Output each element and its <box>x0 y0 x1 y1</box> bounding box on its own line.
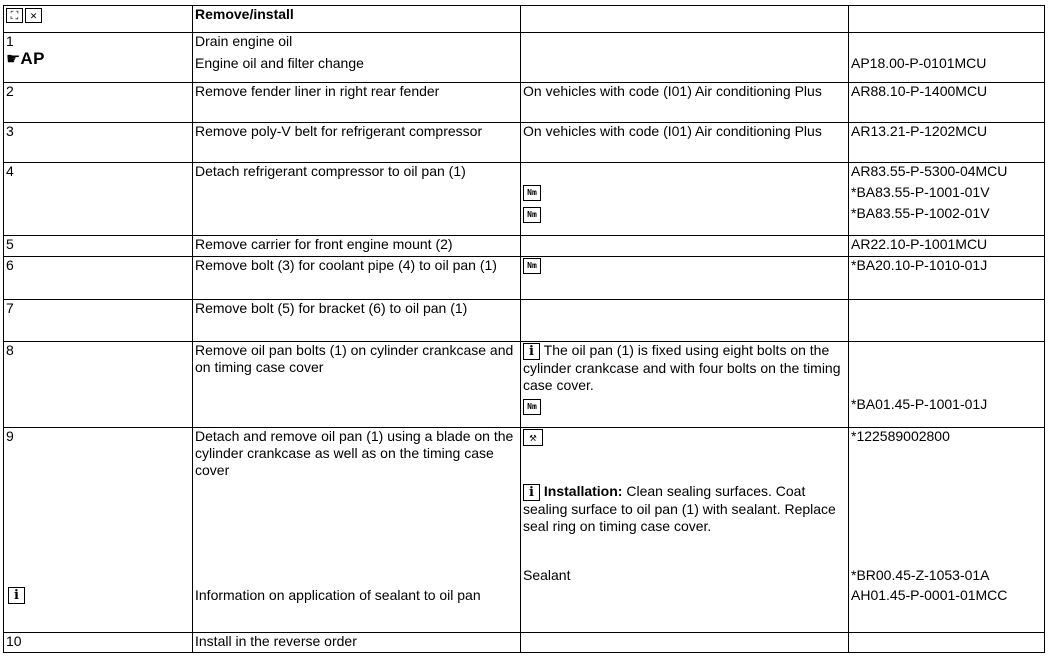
step-action: Remove carrier for front engine mount (2) <box>195 236 453 252</box>
installation-label: Installation: <box>543 483 623 499</box>
step-reference[interactable]: AP18.00-P-0101MCU <box>851 55 987 71</box>
step-number: 7 <box>6 300 14 316</box>
step-reference[interactable]: AR13.21-P-1202MCU <box>851 123 988 139</box>
info-reference[interactable]: AH01.45-P-0001-01MCC <box>851 587 1008 603</box>
ap-marker[interactable]: ☛AP <box>6 49 45 68</box>
step-action: Detach refrigerant compressor to oil pan (1) <box>195 163 466 179</box>
table-row <box>4 300 1045 342</box>
step-number: 5 <box>6 236 14 252</box>
header-title: Remove/install <box>193 6 521 33</box>
step-action: Remove bolt (5) for bracket (6) to oil pan (1) <box>195 300 468 316</box>
sealant-label: Sealant <box>523 567 571 583</box>
step-reference[interactable]: AR22.10-P-1001MCU <box>851 236 988 252</box>
step-action: Remove bolt (3) for coolant pipe (4) to oil pan (1) <box>195 257 497 273</box>
torque-icon[interactable]: Nm <box>523 185 541 201</box>
info-icon[interactable]: i <box>8 587 25 604</box>
step-action: Remove fender liner in right rear fender <box>195 83 440 99</box>
table-row <box>4 123 1045 163</box>
header-icons-cell <box>4 6 193 33</box>
step-number: 3 <box>6 123 14 139</box>
step-number: 6 <box>6 257 14 273</box>
step-reference[interactable]: *BA83.55-P-1001-01V <box>851 184 990 200</box>
torque-icon[interactable]: Nm <box>523 399 541 415</box>
step-number: 9 <box>6 428 14 444</box>
step-action: Detach and remove oil pan (1) using a blade on the cylinder crankcase as well as on the timing case cover <box>195 428 514 478</box>
step-action: Install in the reverse order <box>195 633 357 649</box>
table-row <box>4 83 1045 123</box>
torque-icon[interactable]: Nm <box>523 207 541 223</box>
step-reference[interactable]: AR88.10-P-1400MCU <box>851 83 988 99</box>
table-row <box>4 163 1045 236</box>
procedure-table <box>3 5 1045 653</box>
table-row <box>4 236 1045 257</box>
table-row <box>4 257 1045 300</box>
expand-icon[interactable]: ⛶ <box>6 8 23 23</box>
special-tool-icon[interactable]: ⚒ <box>523 429 543 446</box>
step-action: Remove oil pan bolts (1) on cylinder crankcase and on timing case cover <box>195 342 514 375</box>
step-note: The oil pan (1) is fixed using eight bolts on the cylinder crankcase and with four bolts on the timing case cover. <box>523 342 841 393</box>
step-reference[interactable]: AR83.55-P-5300-04MCU <box>851 163 1008 179</box>
step-number: 4 <box>6 163 14 179</box>
table-header-row <box>4 6 1045 33</box>
step-reference[interactable]: *BA20.10-P-1010-01J <box>851 257 988 273</box>
step-number: 2 <box>6 83 14 99</box>
step-number: 8 <box>6 342 14 358</box>
info-icon[interactable]: i <box>523 484 540 501</box>
step-note: On vehicles with code (I01) Air conditioning Plus <box>523 123 822 139</box>
info-icon[interactable]: i <box>523 343 540 360</box>
torque-icon[interactable]: Nm <box>523 258 541 274</box>
collapse-icon[interactable]: ✕ <box>25 8 42 23</box>
step-number: 1 <box>6 33 14 49</box>
step-reference[interactable]: *BA01.45-P-1001-01J <box>851 396 988 412</box>
step-reference[interactable]: *BA83.55-P-1002-01V <box>851 205 990 221</box>
step-note: On vehicles with code (I01) Air conditioning Plus <box>523 83 822 99</box>
table-row <box>4 428 1045 633</box>
installation-text: Clean sealing surfaces. Coat sealing surface to oil pan (1) with sealant. Replace seal ring on timing case cover. <box>523 483 836 534</box>
step-action-secondary: Engine oil and filter change <box>195 55 364 71</box>
table-row <box>4 342 1045 428</box>
table-row <box>4 33 1045 83</box>
pointing-hand-icon: ☛ <box>6 51 21 68</box>
table-row <box>4 633 1045 653</box>
sealant-reference[interactable]: *BR00.45-Z-1053-01A <box>851 567 990 583</box>
step-number: 10 <box>6 633 22 649</box>
step-action: Drain engine oil <box>195 33 293 49</box>
step-action: Remove poly-V belt for refrigerant compressor <box>195 123 483 139</box>
special-tool-reference[interactable]: *122589002800 <box>851 428 950 444</box>
info-action-link[interactable]: Information on application of sealant to oil pan <box>195 587 481 603</box>
